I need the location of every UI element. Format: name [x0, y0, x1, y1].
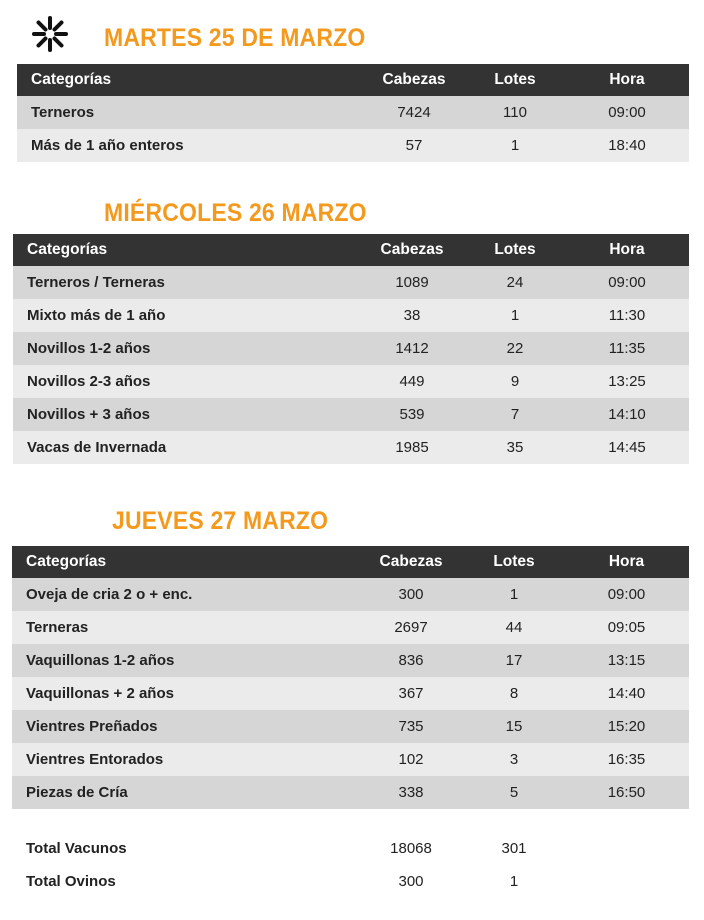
day-title-martes: MARTES 25 DE MARZO	[104, 24, 366, 52]
table-header-row	[12, 546, 689, 578]
table-row	[13, 299, 689, 332]
cell-lotes: 35	[465, 431, 565, 464]
cell-categoria: Piezas de Cría	[12, 776, 358, 809]
cell-hora: 15:20	[564, 710, 689, 743]
cell-hora: 11:30	[565, 299, 689, 332]
totals-row-ovinos	[12, 865, 689, 898]
table-row	[13, 266, 689, 299]
header-lotes: Lotes	[465, 234, 565, 266]
table-header-row	[13, 234, 689, 266]
cell-cabezas: 367	[358, 677, 464, 710]
table-row	[12, 644, 689, 677]
table-row	[13, 398, 689, 431]
cell-categoria: Terneros	[17, 96, 363, 129]
total-lotes: 301	[501, 840, 527, 857]
table-row	[12, 611, 689, 644]
cell-lotes: 1	[464, 578, 564, 611]
cell-hora: 16:50	[564, 776, 689, 809]
total-empty	[564, 832, 689, 865]
cell-hora: 09:05	[564, 611, 689, 644]
cell-hora: 13:15	[564, 644, 689, 677]
table-row	[12, 710, 689, 743]
cell-lotes: 44	[464, 611, 564, 644]
cell-categoria: Novillos 1-2 años	[13, 332, 359, 365]
cell-hora: 09:00	[564, 578, 689, 611]
cell-categoria: Terneros / Terneras	[13, 266, 359, 299]
header-cabezas: Cabezas	[359, 234, 465, 266]
total-lotes: 1	[509, 873, 519, 890]
header-hora: Hora	[565, 64, 689, 96]
table-row	[12, 578, 689, 611]
cell-lotes: 8	[464, 677, 564, 710]
cell-categoria: Vaquillonas 1-2 años	[12, 644, 358, 677]
cell-lotes: 7	[465, 398, 565, 431]
cell-lotes: 9	[465, 365, 565, 398]
table-row	[12, 743, 689, 776]
cell-hora: 14:10	[565, 398, 689, 431]
header-hora: Hora	[564, 546, 689, 578]
total-label: Total Vacunos	[26, 840, 127, 857]
table-row	[13, 431, 689, 464]
cell-cabezas: 38	[359, 299, 465, 332]
cell-lotes: 3	[464, 743, 564, 776]
total-label: Total Ovinos	[26, 873, 116, 890]
day-title-miercoles: MIÉRCOLES 26 MARZO	[104, 199, 367, 227]
total-cabezas: 300	[398, 873, 424, 890]
header-hora: Hora	[565, 234, 689, 266]
totals-row-vacunos	[12, 832, 689, 865]
header-lotes: Lotes	[465, 64, 565, 96]
cell-cabezas: 300	[358, 578, 464, 611]
cell-cabezas: 57	[363, 129, 465, 162]
table-row	[17, 129, 689, 162]
cell-cabezas: 2697	[358, 611, 464, 644]
cell-cabezas: 338	[358, 776, 464, 809]
cell-lotes: 1	[465, 129, 565, 162]
cell-categoria: Novillos 2-3 años	[13, 365, 359, 398]
header-cabezas: Cabezas	[363, 64, 465, 96]
cell-lotes: 5	[464, 776, 564, 809]
cell-lotes: 22	[465, 332, 565, 365]
cell-hora: 14:40	[564, 677, 689, 710]
cell-hora: 18:40	[565, 129, 689, 162]
header-categorias: Categorías	[12, 546, 358, 578]
cell-cabezas: 1412	[359, 332, 465, 365]
cell-categoria: Terneras	[12, 611, 358, 644]
schedule-table-jueves	[12, 546, 689, 809]
header-lotes: Lotes	[464, 546, 564, 578]
total-empty	[564, 865, 689, 898]
totals-table	[12, 832, 689, 898]
cell-cabezas: 735	[358, 710, 464, 743]
cell-lotes: 15	[464, 710, 564, 743]
cell-categoria: Vientres Preñados	[12, 710, 358, 743]
header-cabezas: Cabezas	[358, 546, 464, 578]
cell-cabezas: 102	[358, 743, 464, 776]
header-categorias: Categorías	[17, 64, 363, 96]
cell-hora: 14:45	[565, 431, 689, 464]
table-header-row	[17, 64, 689, 96]
table-row	[13, 365, 689, 398]
cell-categoria: Oveja de cria 2 o + enc.	[12, 578, 358, 611]
cell-cabezas: 539	[359, 398, 465, 431]
cell-categoria: Mixto más de 1 año	[13, 299, 359, 332]
table-row	[12, 776, 689, 809]
schedule-table-martes	[17, 64, 689, 162]
cell-hora: 13:25	[565, 365, 689, 398]
cell-categoria: Vientres Entorados	[12, 743, 358, 776]
cell-categoria: Vacas de Invernada	[13, 431, 359, 464]
logo-icon	[30, 14, 70, 54]
table-row	[12, 677, 689, 710]
cell-cabezas: 1985	[359, 431, 465, 464]
cell-lotes: 110	[465, 96, 565, 129]
cell-cabezas: 1089	[359, 266, 465, 299]
schedule-table-miercoles	[13, 234, 689, 464]
cell-categoria: Más de 1 año enteros	[17, 129, 363, 162]
cell-categoria: Vaquillonas + 2 años	[12, 677, 358, 710]
total-cabezas: 18068	[390, 840, 432, 857]
cell-categoria: Novillos + 3 años	[13, 398, 359, 431]
cell-cabezas: 7424	[363, 96, 465, 129]
cell-cabezas: 449	[359, 365, 465, 398]
cell-hora: 09:00	[565, 96, 689, 129]
cell-hora: 11:35	[565, 332, 689, 365]
cell-lotes: 17	[464, 644, 564, 677]
cell-lotes: 1	[465, 299, 565, 332]
cell-cabezas: 836	[358, 644, 464, 677]
cell-hora: 09:00	[565, 266, 689, 299]
table-row	[17, 96, 689, 129]
day-title-jueves: JUEVES 27 MARZO	[112, 507, 329, 535]
header-categorias: Categorías	[13, 234, 359, 266]
cell-hora: 16:35	[564, 743, 689, 776]
table-row	[13, 332, 689, 365]
cell-lotes: 24	[465, 266, 565, 299]
